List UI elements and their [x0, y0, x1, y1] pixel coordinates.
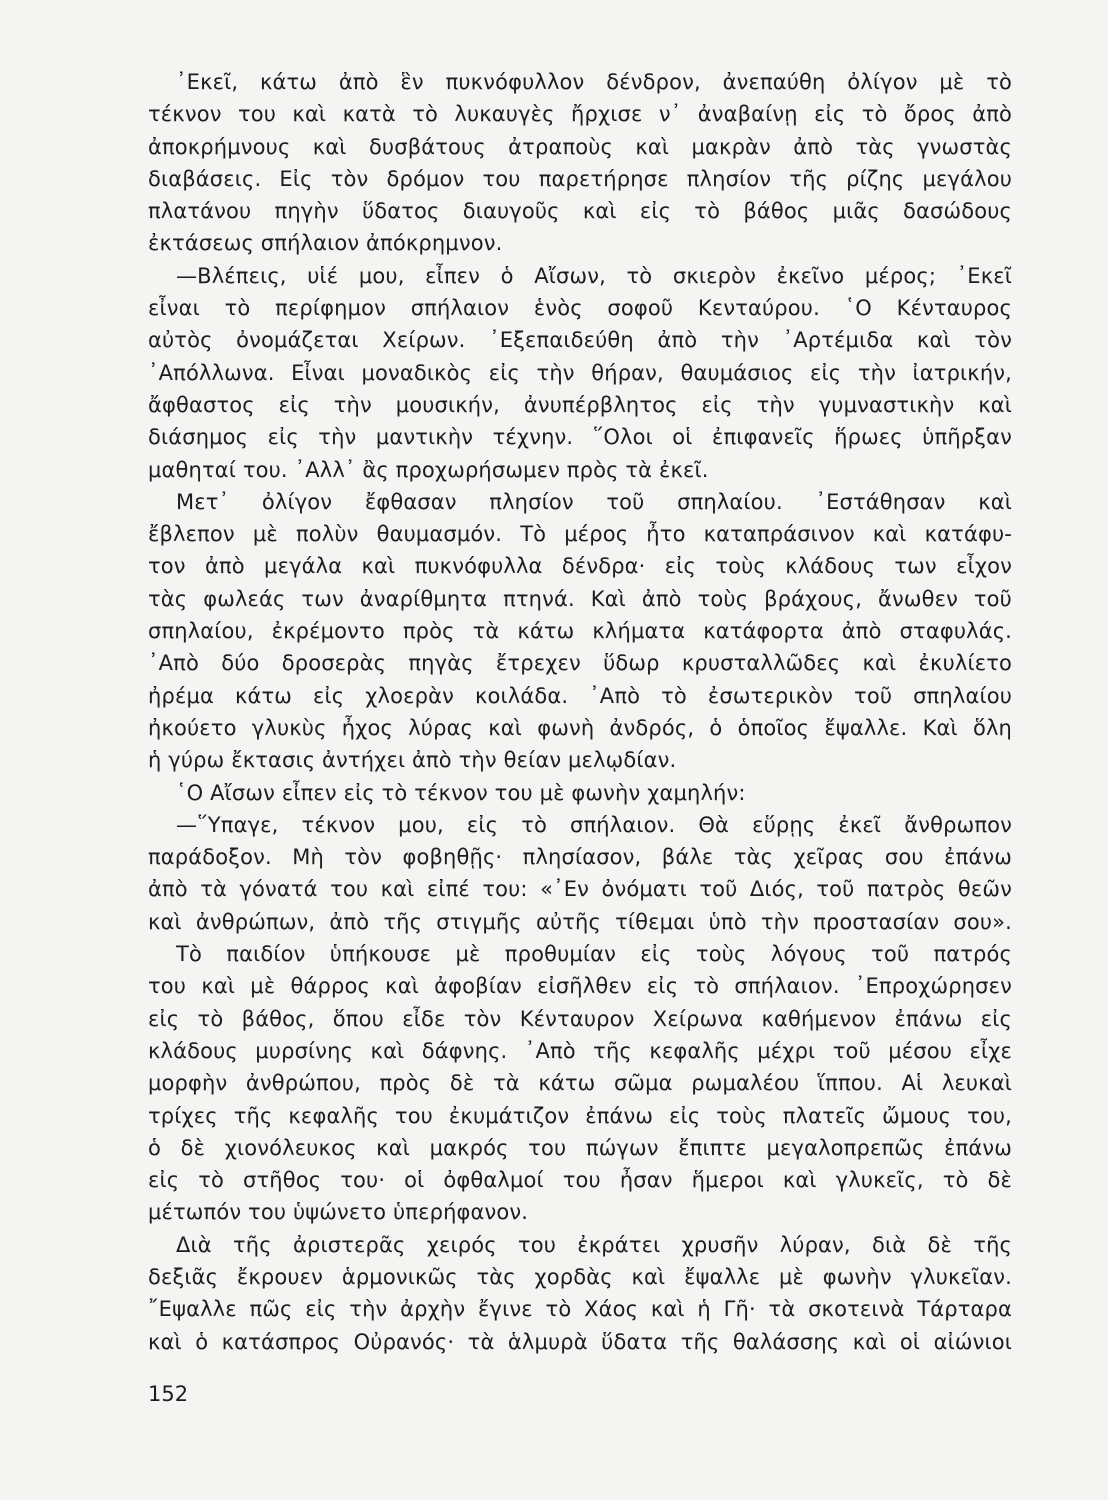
text-line: σπηλαίου, ἐκρέμοντο πρὸς τὰ κάτω κλήματα κατάφορτα ἀπὸ σταφυλάς. [148, 619, 1012, 644]
text-line: μαθηταί του. ᾿Αλλ᾿ ἂς προχωρήσωμεν πρὸς τὰ ἐκεῖ. [148, 457, 709, 482]
text-line: μέτωπόν του ὑψώνετο ὑπερήφανον. [148, 1200, 529, 1225]
text-line: ὁ δὲ χιονόλευκος καὶ μακρός του πώγων ἔπιπτε μεγαλοπρεπῶς ἐπάνω [148, 1135, 1012, 1160]
text-line: ἐκτάσεως σπήλαιον ἀπόκρημνον. [148, 231, 503, 256]
text-line: ἡ γύρω ἔκτασις ἀντήχει ἀπὸ τὴν θείαν μελῳδίαν. [148, 748, 677, 773]
text-line: αὐτὸς ὀνομάζεται Χείρων. ᾿Εξεπαιδεύθη ἀπὸ τὴν ᾿Αρτέμιδα καὶ τὸν [148, 328, 1012, 353]
text-line: δεξιᾶς ἔκρουεν ἁρμονικῶς τὰς χορδὰς καὶ ἔψαλλε μὲ φωνὴν γλυκεῖαν. [148, 1264, 1012, 1289]
text-line: ἠκούετο γλυκὺς ἦχος λύρας καὶ φωνὴ ἀνδρός, ὁ ὁποῖος ἔψαλλε. Καὶ ὅλη [148, 715, 1012, 740]
text-line: ᾿Εκεῖ, κάτω ἀπὸ ἓν πυκνόφυλλον δένδρον, ἀνεπαύθη ὀλίγον μὲ τὸ [176, 70, 1012, 94]
text-line: του καὶ μὲ θάρρος καὶ ἀφοβίαν εἰσῆλθεν εἰς τὸ σπήλαιον. ᾿Επροχώρησεν [148, 974, 1012, 999]
text-line: κλάδους μυρσίνης καὶ δάφνης. ᾿Απὸ τῆς κεφαλῆς μέχρι τοῦ μέσου εἶχε [148, 1038, 1012, 1063]
text-line: ᾿Απόλλωνα. Εἶναι μοναδικὸς εἰς τὴν θήραν, θαυμάσιος εἰς τὴν ἰατρικήν, [148, 360, 1012, 385]
text-line: ῎Εψαλλε πῶς εἰς τὴν ἀρχὴν ἔγινε τὸ Χάος καὶ ἡ Γῆ· τὰ σκοτεινὰ Τάρταρα [148, 1297, 1012, 1322]
page-body-text [148, 66, 1012, 1358]
text-line: μορφὴν ἀνθρώπου, πρὸς δὲ τὰ κάτω σῶμα ρωμαλέου ἵππου. Αἱ λευκαὶ [148, 1071, 1012, 1096]
text-line: ἀποκρήμνους καὶ δυσβάτους ἀτραποὺς καὶ μακρὰν ἀπὸ τὰς γνωστὰς [148, 134, 1012, 159]
text-line: ἠρέμα κάτω εἰς χλοερὰν κοιλάδα. ᾿Απὸ τὸ ἐσωτερικὸν τοῦ σπηλαίου [148, 683, 1012, 708]
text-line: εἰς τὸ βάθος, ὅπου εἶδε τὸν Κένταυρον Χείρωνα καθήμενον ἐπάνω εἰς [148, 1006, 1012, 1031]
text-line: ἔβλεπον μὲ πολὺν θαυμασμόν. Τὸ μέρος ἦτο καταπράσινον καὶ κατάφυ- [148, 522, 1012, 547]
text-line: Τὸ παιδίον ὑπήκουσε μὲ προθυμίαν εἰς τοὺς λόγους τοῦ πατρός [176, 942, 1012, 967]
text-line: τρίχες τῆς κεφαλῆς του ἐκυμάτιζον ἐπάνω εἰς τοὺς πλατεῖς ὤμους του, [148, 1103, 1012, 1128]
text-line: εἶναι τὸ περίφημον σπήλαιον ἑνὸς σοφοῦ Κενταύρου. ῾Ο Κένταυρος [148, 296, 1012, 321]
text-line: διαβάσεις. Εἰς τὸν δρόμον του παρετήρησε πλησίον τῆς ρίζης μεγάλου [148, 166, 1012, 191]
text-line: τέκνον του καὶ κατὰ τὸ λυκαυγὲς ἤρχισε ν᾿ ἀναβαίνῃ εἰς τὸ ὄρος ἀπὸ [148, 102, 1012, 127]
text-line: ᾿Απὸ δύο δροσερὰς πηγὰς ἔτρεχεν ὕδωρ κρυσταλλῶδες καὶ ἐκυλίετο [148, 651, 1012, 676]
text-line: διάσημος εἰς τὴν μαντικὴν τέχνην. ῞Ολοι οἱ ἐπιφανεῖς ἥρωες ὑπῆρξαν [148, 425, 1012, 450]
page-number: 152 [148, 1382, 189, 1406]
text-line: ἀπὸ τὰ γόνατά του καὶ εἰπέ του: «᾿Εν ὀνόματι τοῦ Διός, τοῦ πατρὸς θεῶν [148, 877, 1012, 902]
text-line: εἰς τὸ στῆθος του· οἱ ὀφθαλμοί του ἦσαν ἥμεροι καὶ γλυκεῖς, τὸ δὲ [148, 1168, 1012, 1193]
text-line: πλατάνου πηγὴν ὕδατος διαυγοῦς καὶ εἰς τὸ βάθος μιᾶς δασώδους [148, 199, 1012, 224]
text-line: —῞Υπαγε, τέκνον μου, εἰς τὸ σπήλαιον. Θὰ εὕρῃς ἐκεῖ ἄνθρωπον [176, 812, 1012, 837]
text-line: ῾Ο Αἴσων εἶπεν εἰς τὸ τέκνον του μὲ φωνὴν χαμηλήν: [176, 780, 746, 805]
text-line: παράδοξον. Μὴ τὸν φοβηθῇς· πλησίασον, βάλε τὰς χεῖρας σου ἐπάνω [148, 845, 1012, 870]
text-line: τὰς φωλεάς των ἀναρίθμητα πτηνά. Καὶ ἀπὸ τοὺς βράχους, ἄνωθεν τοῦ [148, 586, 1012, 611]
text-line: καὶ ὁ κατάσπρος Οὐρανός· τὰ ἁλμυρὰ ὕδατα τῆς θαλάσσης καὶ οἱ αἰώνιοι [148, 1329, 1012, 1354]
text-line: —Βλέπεις, υἱέ μου, εἶπεν ὁ Αἴσων, τὸ σκιερὸν ἐκεῖνο μέρος; ᾿Εκεῖ [176, 263, 1012, 288]
text-line: Διὰ τῆς ἀριστερᾶς χειρός του ἐκράτει χρυσῆν λύραν, διὰ δὲ τῆς [176, 1232, 1012, 1257]
text-line: τον ἀπὸ μεγάλα καὶ πυκνόφυλλα δένδρα· εἰς τοὺς κλάδους των εἶχον [148, 554, 1012, 579]
text-line: ἄφθαστος εἰς τὴν μουσικήν, ἀνυπέρβλητος εἰς τὴν γυμναστικὴν καὶ [148, 392, 1012, 417]
text-line: καὶ ἀνθρώπων, ἀπὸ τῆς στιγμῆς αὐτῆς τίθεμαι ὑπὸ τὴν προστασίαν σου». [148, 909, 1012, 934]
text-line: Μετ᾿ ὀλίγον ἔφθασαν πλησίον τοῦ σπηλαίου. ᾿Εστάθησαν καὶ [176, 489, 1012, 514]
